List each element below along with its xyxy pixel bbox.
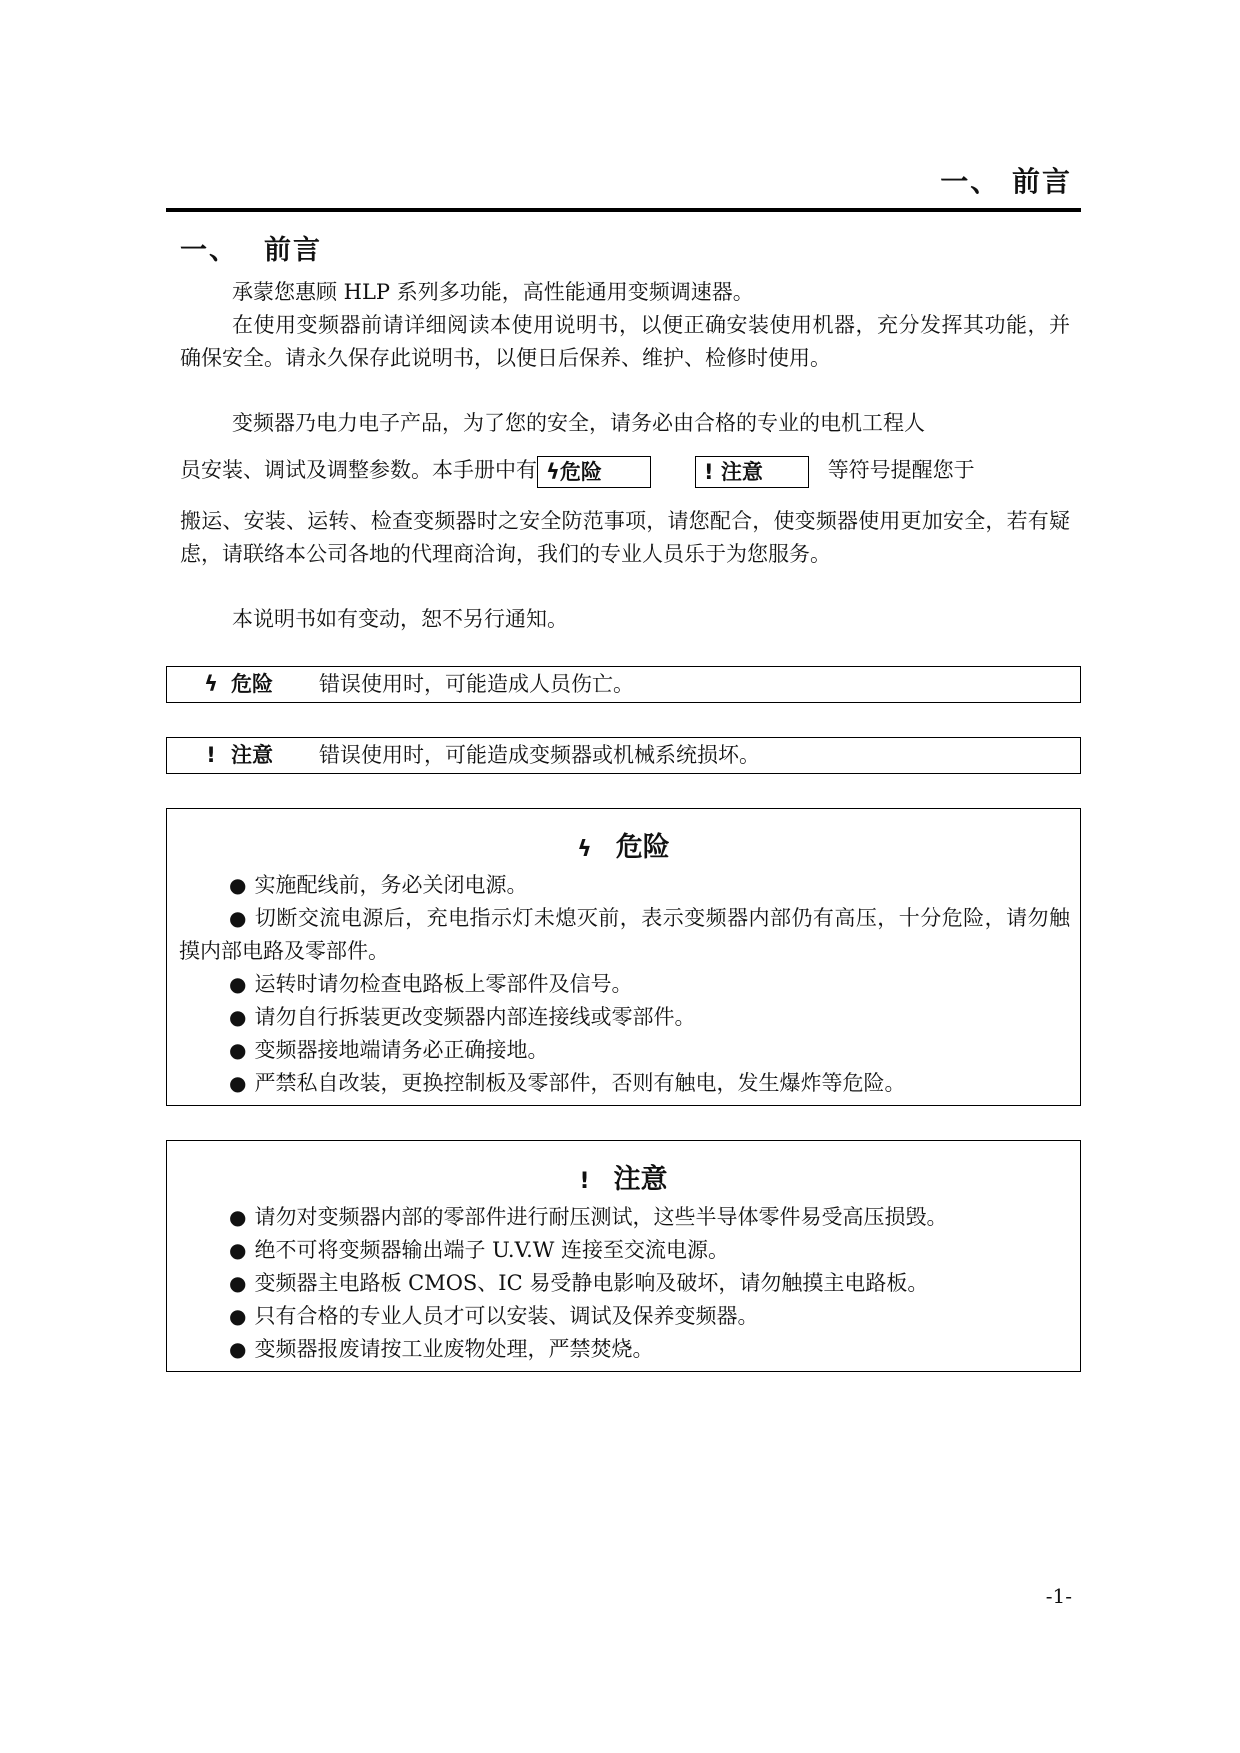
danger-warning-box	[166, 808, 1081, 1106]
bullet-icon: ●	[229, 1205, 247, 1229]
exclamation-icon: !	[206, 743, 216, 767]
lightning-icon: ϟ	[546, 459, 560, 484]
exclamation-icon: !	[579, 1169, 590, 1194]
danger-box-title	[167, 825, 1080, 869]
intro-paragraph-1: 承蒙您惠顾 HLP 系列多功能，高性能通用变频调速器。	[232, 280, 754, 304]
legend-caution-text: 错误使用时，可能造成变频器或机械系统损坏。	[319, 743, 760, 767]
bullet-icon: ●	[229, 873, 247, 897]
list-item: ● 绝不可将变频器输出端子 U.V.W 连接至交流电源。	[229, 1238, 730, 1262]
bullet-icon: ●	[229, 1038, 247, 1062]
intro-paragraph-3-line-2	[180, 454, 1070, 488]
exclamation-icon: !	[704, 459, 714, 484]
header-rule	[166, 208, 1081, 212]
caution-warning-box	[166, 1140, 1081, 1372]
section-title	[180, 228, 322, 267]
intro-paragraph-2: 在使用变频器前请详细阅读本使用说明书，以便正确安装使用机器，充分发挥其功能，并确保安全。请永久保存此说明书，以便日后保养、维护、检修时使用。	[180, 313, 1070, 370]
list-item: ● 变频器接地端请务必正确接地。	[229, 1038, 549, 1062]
bullet-icon: ●	[229, 906, 247, 930]
section-number: 一、	[180, 235, 238, 266]
lightning-icon: ϟ	[204, 672, 218, 696]
legend-caution	[166, 737, 1081, 774]
intro-paragraph-4: 本说明书如有变动，恕不另行通知。	[232, 607, 568, 631]
bullet-icon: ●	[229, 972, 247, 996]
bullet-icon: ●	[229, 1238, 247, 1262]
bullet-icon: ●	[229, 1304, 247, 1328]
legend-danger	[166, 666, 1081, 703]
bullet-icon: ●	[229, 1271, 247, 1295]
bullet-icon: ●	[229, 1005, 247, 1029]
caution-list	[167, 1201, 1080, 1366]
intro-paragraph-3-rest: 搬运、安装、运转、检查变频器时之安全防范事项，请您配合，使变频器使用更加安全，若有疑虑，请联络本公司各地的代理商洽询，我们的专业人员乐于为您服务。	[180, 509, 1070, 566]
list-item: ● 只有合格的专业人员才可以安装、调试及保养变频器。	[229, 1304, 759, 1328]
list-item: ● 实施配线前，务必关闭电源。	[229, 873, 528, 897]
intro-paragraph-3-line-1: 变频器乃电力电子产品，为了您的安全，请务必由合格的专业的电机工程人	[232, 411, 925, 435]
danger-list	[167, 869, 1080, 1100]
legend-danger-label: 危险	[231, 672, 273, 696]
caution-box-title	[167, 1157, 1080, 1201]
intro-text-after-symbols: 等符号提醒您于	[827, 458, 975, 482]
list-item: ● 严禁私自改装，更换控制板及零部件，否则有触电，发生爆炸等危险。	[229, 1071, 906, 1095]
inline-caution-label: 注意	[720, 459, 763, 484]
list-item: ● 请勿对变频器内部的零部件进行耐压测试，这些半导体零件易受高压损毁。	[229, 1205, 948, 1229]
page-number: -1-	[1045, 1584, 1072, 1608]
running-header-title: 一、 前言	[940, 165, 1072, 198]
legend-caution-label: 注意	[231, 743, 273, 767]
lightning-icon: ϟ	[577, 837, 592, 862]
bullet-icon: ●	[229, 1337, 247, 1361]
inline-caution-symbol	[695, 456, 809, 488]
bullet-icon: ●	[229, 1071, 247, 1095]
inline-danger-label: 危险	[559, 459, 602, 484]
danger-box-title-text: 危险	[615, 832, 670, 863]
list-item: ● 请勿自行拆装更改变频器内部连接线或零部件。	[229, 1005, 696, 1029]
section-title-text: 前言	[264, 235, 322, 266]
list-item: ● 运转时请勿检查电路板上零部件及信号。	[229, 972, 633, 996]
list-item: ● 变频器主电路板 CMOS、IC 易受静电影响及破坏，请勿触摸主电路板。	[229, 1271, 929, 1295]
intro-text-before-symbols: 员安装、调试及调整参数。本手册中有	[180, 458, 537, 482]
list-item: ● 切断交流电源后，充电指示灯未熄灭前，表示变频器内部仍有高压，十分危险，请勿触摸内部电路及零部件。	[179, 906, 1071, 963]
list-item: ● 变频器报废请按工业废物处理，严禁焚烧。	[229, 1337, 654, 1361]
inline-danger-symbol	[537, 456, 651, 488]
caution-box-title-text: 注意	[613, 1164, 668, 1195]
legend-danger-text: 错误使用时，可能造成人员伤亡。	[319, 672, 634, 696]
